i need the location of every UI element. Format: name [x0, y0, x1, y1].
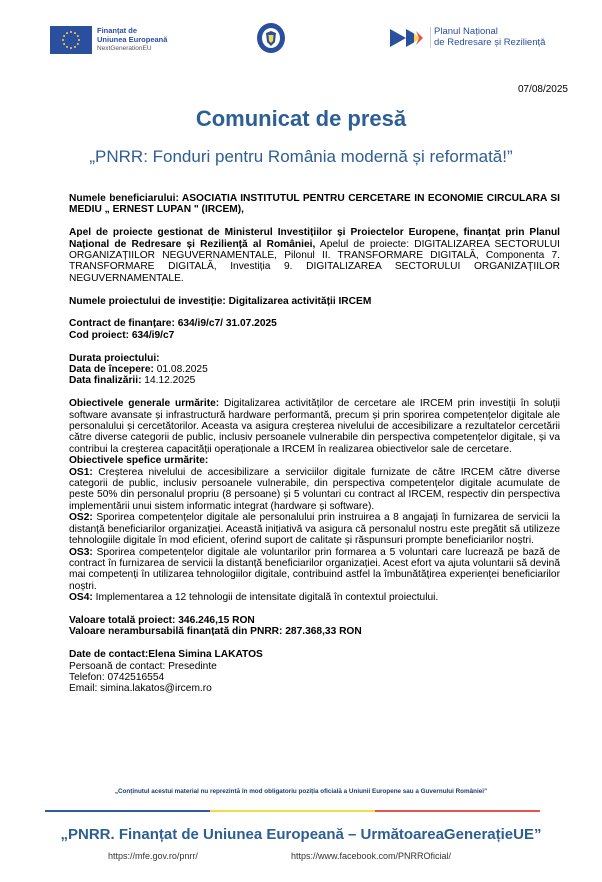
document-body — [69, 193, 560, 695]
disclaimer: „Conținutul acestui material nu reprezintă în mod obligatoriu poziția oficială a Uniunii Europene sau a Guvernului României” — [114, 788, 488, 795]
objective-label: OS3: — [69, 546, 93, 558]
objective-os3 — [69, 547, 560, 593]
general-objectives-text: Digitalizarea activităților de cercetare ale IRCEM prin investiții în soluții software avansate și infrastructură hardware performantă, precum și prin sporirea competențelor digitale ale personalului și cercetătorilor. Aceasta va asigura creșterea nivelului de accesibilizare a rezultatelor cercetării către diverse categorii de public, inclusiv persoanele vulnerabile din perspectiva competențelor digitale, și va contribui la creșterea capacității operaționale a IRCEM în realizarea obiectivelor sale de cercetare. — [69, 398, 560, 455]
beneficiary-label: Numele beneficiarului: — [69, 193, 179, 204]
contract-line — [69, 318, 560, 329]
contact-person: Persoană de contact: Presedinte — [69, 660, 217, 672]
pnrr-logo-text — [430, 27, 545, 48]
total-value: Valoare totală proiect: 346.246,15 RON — [69, 614, 255, 626]
call-bold: Apel de proiecte gestionat de Ministerul Investițiilor și Proiectelor Europene, finanțat prin Planul Național de Redresare și Reziliență al României, — [69, 227, 560, 250]
stripe-red — [375, 810, 540, 812]
beneficiary-line — [69, 193, 560, 216]
call-paragraph — [69, 227, 560, 284]
code-value: 634/i9/c7 — [129, 329, 175, 341]
objective-text: Sporirea competențelor digitale ale personalului prin instruirea a 8 angajați în furnizarea de servicii la distanță beneficiarilor organizației. Această inițiativă va asigura că personalul nostru este pregătit să utilizeze tehnologiile digitale în mod eficient, oferind suport de calitate și răspunsuri prompte beneficiarilor noștri. — [69, 512, 560, 547]
start-date-label: Data de începere: — [69, 364, 154, 376]
objective-text: Sporirea competențelor digitale ale voluntarilor prin formarea a 5 voluntari care lucrează pe bază de contract în furnizarea de servicii la distanță beneficiarilor organizației. Acest efort va ajuta voluntarii să devină mai competenți în utilizarea tehnologiilor digitale, contribuind astfel la îmbunătățirea experienței beneficiarilor noștri. — [69, 546, 560, 592]
stripe-blue — [45, 810, 210, 812]
contact-line — [69, 649, 560, 660]
eu-flag-icon — [50, 26, 92, 54]
stripe-yellow — [210, 810, 375, 812]
eu-line1: Finanțat de — [97, 26, 138, 35]
project-name-label: Numele proiectului de investiție: — [69, 295, 226, 307]
page-subtitle: „PNRR: Fonduri pentru România modernă și reformată!” — [89, 147, 513, 166]
contact-name: Elena Simina LAKATOS — [148, 649, 263, 661]
eu-line3: NextGenerationEU — [97, 45, 152, 52]
pnrr-arrows-icon — [390, 28, 430, 48]
contract-label: Contract de finanțare: — [69, 318, 175, 330]
eu-line2: Uniunea Europeană — [97, 35, 168, 44]
general-objectives-label: Obiectivele generale urmărite: — [69, 398, 220, 410]
pnrr-line1: Planul Național — [434, 26, 498, 37]
pnrr-line2: de Redresare și Reziliență — [434, 36, 546, 48]
end-date-label: Data finalizării: — [69, 375, 142, 387]
call-text: Apelul de proiecte: DIGITALIZAREA SECTORULUI ORGANIZAȚIILOR NEGUVERNAMENTALE, Pilonul II. TRANSFORMARE DIGITALĂ, Componenta 7. TRANSFORMARE DIGITALĂ, Investiția 9. DIGITALIZAREA SECTORULUI ORGANIZAȚIILOR NEGUVERNAMENTALE. — [69, 238, 560, 284]
objective-os2 — [69, 512, 560, 546]
general-objectives — [69, 398, 560, 455]
page-title: Comunicat de presă — [195, 106, 407, 131]
objective-os4 — [69, 592, 560, 603]
start-date-line — [69, 364, 560, 375]
duration-heading: Durata proiectului: — [69, 352, 160, 364]
contract-value: 634/i9/c7/ 31.07.2025 — [174, 318, 277, 330]
code-line — [69, 330, 560, 341]
link-mfe[interactable]: https://mfe.gov.ro/pnrr/ — [108, 851, 198, 861]
tricolor-divider — [45, 810, 540, 812]
eu-funding-text — [97, 26, 167, 53]
specific-objectives-label: Obiectivele spefice urmărite: — [69, 455, 209, 467]
project-name-value: Digitalizarea activității IRCEM — [225, 295, 372, 307]
objective-text: Implementarea a 12 tehnologii de intensitate digitală în contextul proiectului. — [92, 592, 439, 604]
document-date: 07/08/2025 — [517, 84, 568, 95]
objective-label: OS4: — [69, 592, 93, 604]
footer-slogan: „PNRR. Finanțat de Uniunea Europeană – UrmătoareaGenerațieUE” — [60, 826, 542, 843]
code-label: Cod proiect: — [69, 329, 129, 341]
objective-label: OS2: — [69, 512, 93, 524]
contact-phone: Telefon: 0742516554 — [69, 671, 165, 683]
nonreimbursable-value: Valoare nerambursabilă finanțată din PNRR: 287.368,33 RON — [69, 626, 362, 638]
objective-text: Creșterea nivelului de accesibilizare a serviciilor digitale furnizate de către IRCEM către diverse categorii de public, inclusiv persoanele vulnerabile, din perspectiva competențelor digitale acumulate de peste 50% din personalul propriu (8 persoane) și 5 voluntari cu contract al IRCEM, respectiv din perspectiva implementării unui sistem informatic integrat (hardware și software). — [69, 466, 560, 512]
project-name-line — [69, 296, 560, 307]
end-date-value: 14.12.2025 — [141, 375, 196, 387]
end-date-line — [69, 375, 560, 386]
contact-email[interactable]: Email: simina.lakatos@ircem.ro — [69, 683, 212, 695]
objective-os1 — [69, 467, 560, 513]
start-date-value: 01.08.2025 — [153, 364, 208, 376]
link-facebook[interactable]: https://www.facebook.com/PNRROficial/ — [291, 851, 452, 861]
beneficiary-value: ASOCIATIA INSTITUTUL PENTRU CERCETARE IN ECONOMIE CIRCULARA SI MEDIU „ ERNEST LUPAN " (IRCEM), — [69, 193, 560, 216]
romanian-government-seal-icon — [256, 22, 286, 54]
contact-label: Date de contact: — [69, 649, 149, 661]
objective-label: OS1: — [69, 466, 93, 478]
